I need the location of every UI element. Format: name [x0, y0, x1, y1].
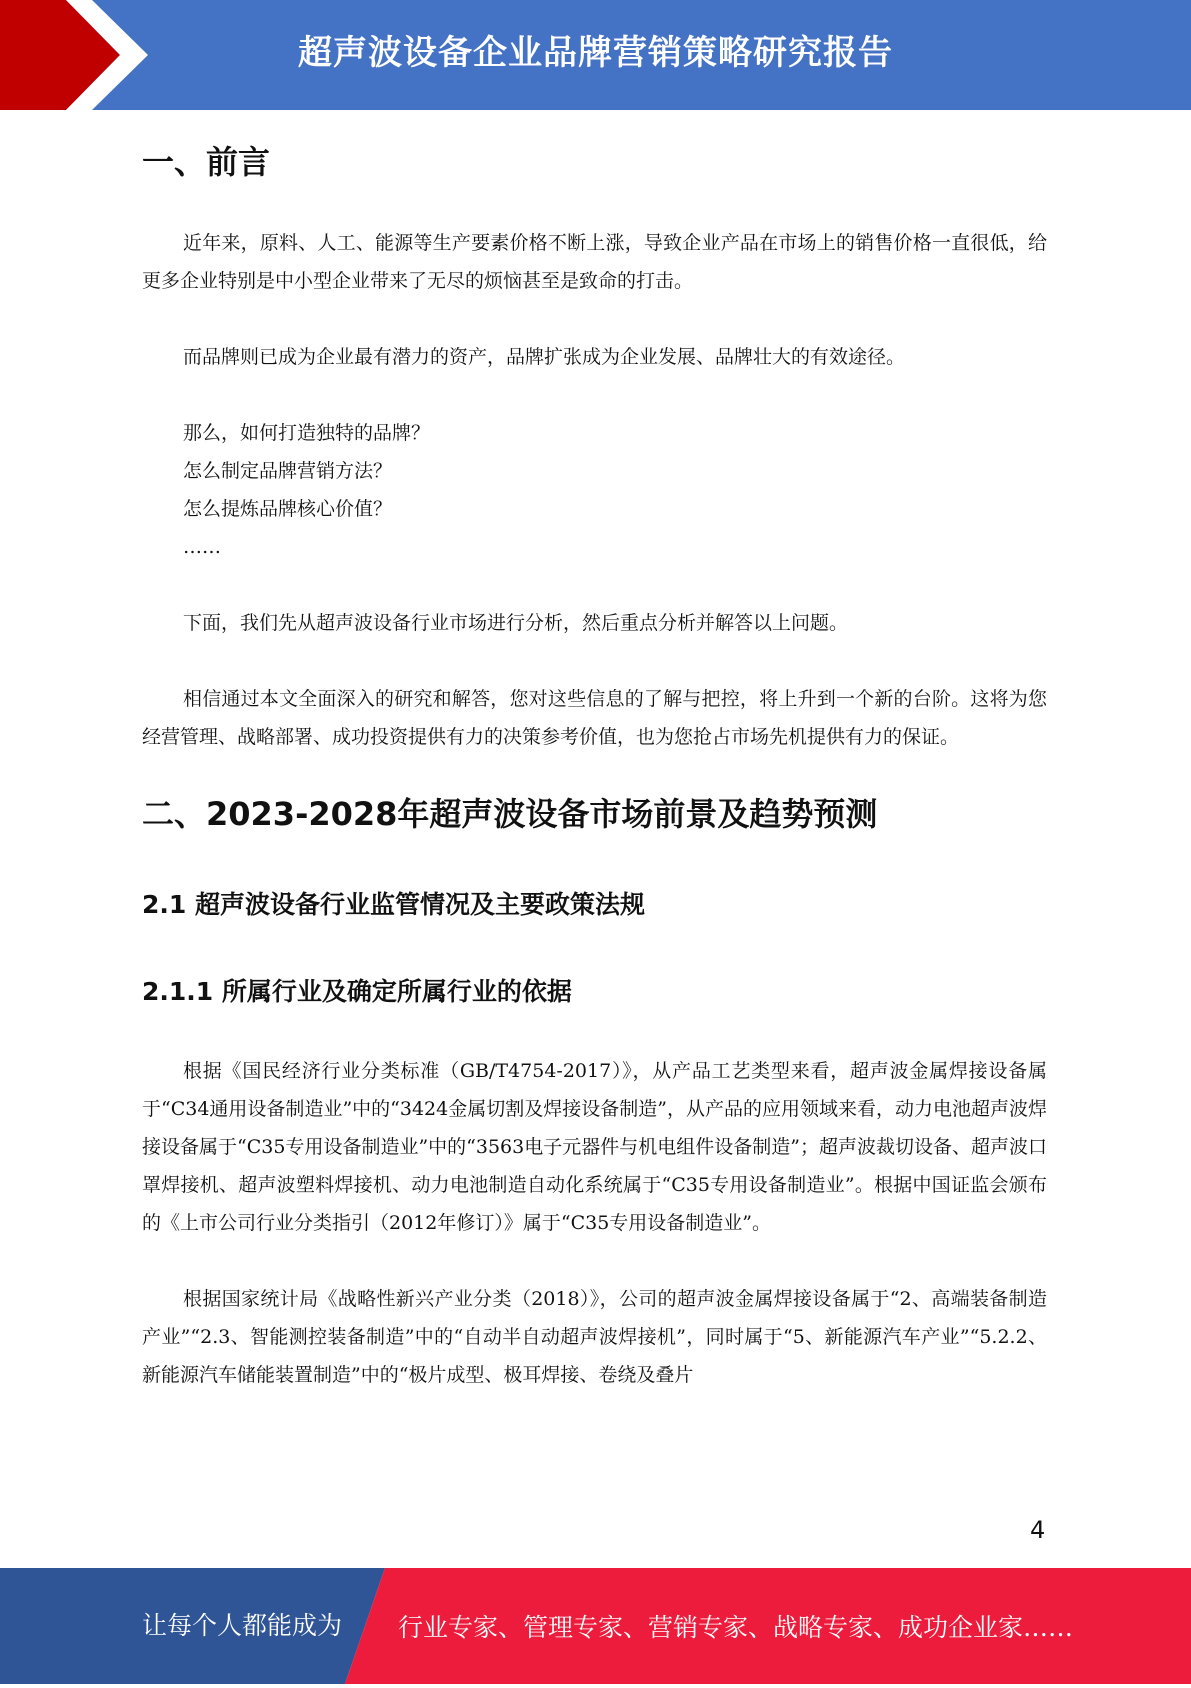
header-arrow-graphic	[0, 0, 160, 110]
page-number: 4	[1030, 1516, 1046, 1544]
question-list	[142, 414, 1047, 566]
report-title: 超声波设备企业品牌营销策略研究报告	[298, 33, 893, 73]
paragraph: 相信通过本文全面深入的研究和解答，您对这些信息的了解与把控，将上升到一个新的台阶。这将为您经营管理、战略部署、成功投资提供有力的决策参考价值，也为您抢占市场先机提供有力的保证。	[142, 687, 1047, 748]
question-item: 怎么制定品牌营销方法？	[183, 459, 393, 482]
page-content	[142, 118, 1047, 1394]
footer-slogan-left: 让每个人都能成为	[142, 1611, 343, 1640]
ellipsis: ……	[183, 535, 221, 558]
subsubsection-heading: 2.1.1 所属行业及确定所属行业的依据	[142, 976, 572, 1006]
footer-band	[0, 1568, 1191, 1684]
section-heading-preface: 一、前言	[142, 143, 271, 181]
paragraph: 近年来，原料、人工、能源等生产要素价格不断上涨，导致企业产品在市场上的销售价格一直很低，给更多企业特别是中小型企业带来了无尽的烦恼甚至是致命的打击。	[142, 231, 1047, 292]
subsection-heading: 2.1 超声波设备行业监管情况及主要政策法规	[142, 890, 645, 920]
section-heading-forecast: 二、2023-2028年超声波设备市场前景及趋势预测	[142, 794, 878, 833]
paragraph: 根据国家统计局《战略性新兴产业分类（2018）》，公司的超声波金属焊接设备属于“2、高端装备制造产业”“2.3、智能测控装备制造”中的“自动半自动超声波焊接机”，同时属于“5、新能源汽车产业”“5.2.2、新能源汽车储能装置制造”中的“极片成型、极耳焊接、卷绕及叠片	[142, 1288, 1047, 1387]
header-band	[0, 0, 1191, 110]
question-item: 那么，如何打造独特的品牌？	[183, 421, 431, 444]
paragraph: 而品牌则已成为企业最有潜力的资产，品牌扩张成为企业发展、品牌壮大的有效途径。	[183, 345, 906, 368]
footer-slogan-right: 行业专家、管理专家、营销专家、战略专家、成功企业家……	[398, 1613, 1074, 1642]
paragraph: 根据《国民经济行业分类标准（GB/T4754-2017）》，从产品工艺类型来看，超声波金属焊接设备属于“C34通用设备制造业”中的“3424金属切割及焊接设备制造”，从产品的应用领域来看，动力电池超声波焊接设备属于“C35专用设备制造业”中的“3563电子元器件与机电组件设备制造”；超声波裁切设备、超声波口罩焊接机、超声波塑料焊接机、动力电池制造自动化系统属于“C35专用设备制造业”。根据中国证监会颁布的《上市公司行业分类指引（2012年修订）》属于“C35专用设备制造业”。	[142, 1060, 1047, 1235]
paragraph: 下面，我们先从超声波设备行业市场进行分析，然后重点分析并解答以上问题。	[183, 611, 849, 634]
question-item: 怎么提炼品牌核心价值？	[183, 497, 393, 520]
